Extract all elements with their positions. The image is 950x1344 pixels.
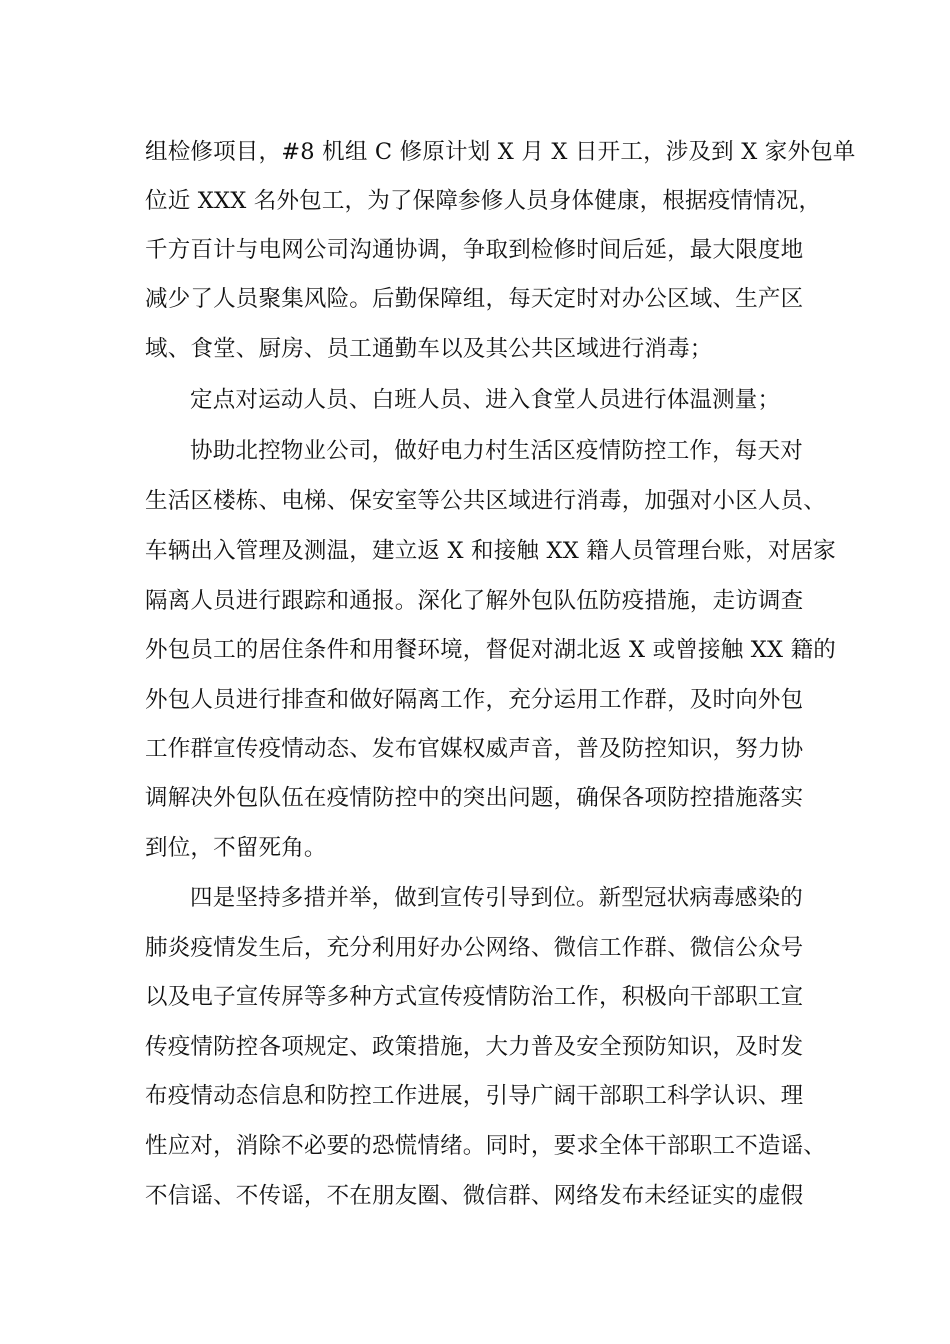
text-line: 位近 XXX 名外包工，为了保障参修人员身体健康，根据疫情情况， — [145, 188, 822, 214]
text-line: 定点对运动人员、白班人员、进入食堂人员进行体温测量； — [190, 387, 781, 413]
text-line: 性应对，消除不必要的恐慌情绪。同时，要求全体干部职工不造谣、 — [145, 1133, 827, 1159]
text-line: 减少了人员聚集风险。后勤保障组，每天定时对办公区域、生产区 — [145, 286, 804, 312]
text-line: 肺炎疫情发生后，充分利用好办公网络、微信工作群、微信公众号 — [145, 935, 804, 961]
text-line: 调解决外包队伍在疫情防控中的突出问题，确保各项防控措施落实 — [145, 785, 804, 811]
text-line: 布疫情动态信息和防控工作进展，引导广阔干部职工科学认识、理 — [145, 1083, 804, 1109]
text-line: 不信谣、不传谣，不在朋友圈、微信群、网络发布未经证实的虚假 — [145, 1183, 804, 1209]
text-line: 四是坚持多措并举，做到宣传引导到位。新型冠状病毒感染的 — [190, 885, 803, 911]
text-line: 组检修项目，#8 机组 C 修原计划 X 月 X 日开工，涉及到 X 家外包单 — [145, 139, 856, 165]
text-line: 外包员工的居住条件和用餐环境，督促对湖北返 X 或曾接触 XX 籍的 — [145, 637, 836, 663]
text-line: 传疫情防控各项规定、政策措施，大力普及安全预防知识，及时发 — [145, 1034, 804, 1060]
text-line: 到位，不留死角。 — [145, 835, 327, 861]
text-line: 隔离人员进行跟踪和通报。深化了解外包队伍防疫措施，走访调查 — [145, 588, 804, 614]
text-line: 生活区楼栋、电梯、保安室等公共区域进行消毒，加强对小区人员、 — [145, 488, 827, 514]
text-line: 以及电子宣传屏等多种方式宣传疫情防治工作，积极向干部职工宣 — [145, 984, 804, 1010]
text-line: 车辆出入管理及测温，建立返 X 和接触 XX 籍人员管理台账，对居家 — [145, 538, 836, 564]
text-line: 外包人员进行排查和做好隔离工作，充分运用工作群，及时向外包 — [145, 687, 804, 713]
text-line: 千方百计与电网公司沟通协调，争取到检修时间后延，最大限度地 — [145, 237, 804, 263]
text-line: 工作群宣传疫情动态、发布官媒权威声音，普及防控知识，努力协 — [145, 736, 804, 762]
text-line: 协助北控物业公司，做好电力村生活区疫情防控工作，每天对 — [190, 438, 803, 464]
text-line: 域、食堂、厨房、员工通勤车以及其公共区域进行消毒； — [145, 336, 713, 362]
